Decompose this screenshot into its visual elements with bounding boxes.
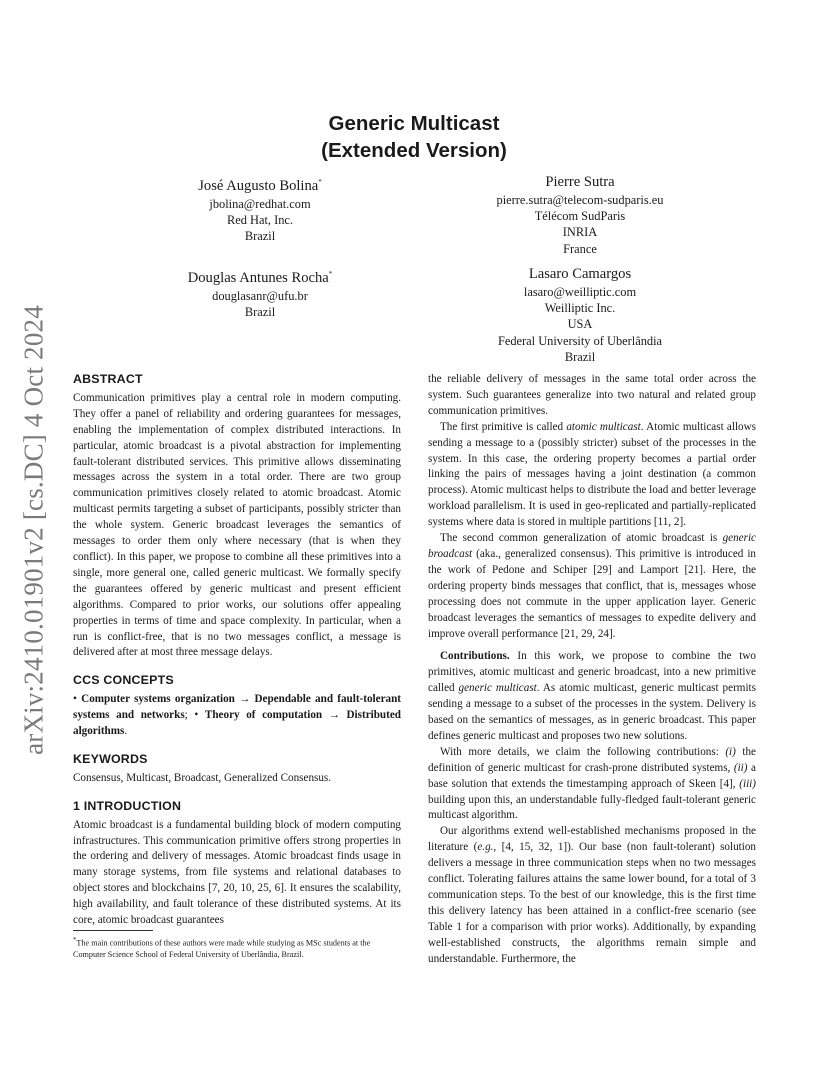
author-email: pierre.sutra@telecom-sudparis.eu bbox=[496, 193, 664, 207]
left-column bbox=[73, 372, 401, 929]
author-affiliation: INRIA bbox=[562, 225, 598, 240]
author-affiliation: Télécom SudParis bbox=[534, 209, 626, 224]
title-line-2: (Extended Version) bbox=[321, 139, 507, 162]
author-email: jbolina@redhat.com bbox=[209, 196, 311, 211]
paper-title bbox=[0, 110, 828, 164]
author-affiliation: Brazil bbox=[244, 229, 276, 244]
intro-paragraph-2: The first primitive is called atomic multicast. Atomic multicast allows sending a message to a (possibly stricter) subset of the processes in the system. In this case, the ordering property becomes a partial order linking the pairs of messages having a joint destination (a common process). Atomic multicast helps to distribute the load and better leverage workload parallelism. It is used in geo-replicated and partially-replicated systems where data is stored in multiple partitions [11, 2]. bbox=[428, 420, 757, 529]
author-affiliation: USA bbox=[567, 317, 593, 332]
contributions-paragraph: Contributions. In this work, we propose to combine the two primitives, atomic multicast and generic broadcast, into a new primitive called generic multicast. As atomic multicast, generic multicast permits sending a message to a subset of the processes in the system. Delivery is based on the semantics of messages, as in generic broadcast. This paper defines generic multicast and proposes two new solutions. bbox=[428, 650, 756, 742]
author-affiliation: Federal University of Uberlândia bbox=[497, 333, 663, 348]
arxiv-id: arXiv:2410.01901v2 [cs.DC] 4 Oct 2024 bbox=[18, 305, 49, 755]
right-column bbox=[428, 372, 756, 968]
author-block-4 bbox=[450, 265, 710, 365]
author-name: Lasaro Camargos bbox=[528, 266, 632, 282]
author-block-3 bbox=[130, 265, 390, 320]
keywords-heading: KEYWORDS bbox=[73, 751, 148, 766]
author-block-2 bbox=[450, 173, 710, 257]
algorithms-paragraph: Our algorithms extend well-established mechanisms proposed in the literature (e.g., [4, 15, 32, 1]). Our base (non fault-tolerant) solution delivers a message in three communication steps when no two messages conflict. Tolerating failures attains the same lower bound, for a total of 3 communication steps. To the best of our knowledge, this is the first time this delivery latency has been attained in a conflict-free scenario (see Table 1 for a comparison with prior works). Additionally, by expanding well-established constructs, the algorithms remain simple and understandable. Furthermore, the bbox=[428, 825, 756, 965]
abstract-text: Communication primitives play a central role in modern computing. They offer a panel of reliability and ordering guarantees for messages, enabling the implementation of complex distributed interactions. In particular, atomic broadcast is a pivotal abstraction for implementing fault-tolerant distributed services. This primitive allows disseminating messages across the system in a total order. There are two group communication primitives closely related to atomic broadcast. Atomic multicast permits targeting a subset of participants, possibly stricter than the whole system. Generic broadcast leverages the semantics of messages to order them only where necessary (that is when they conflict). In this paper, we propose to combine all these primitives into a single, more general one, called generic multicast. We formally specify the guarantees offered by generic multicast and present efficient algorithms. Compared to prior works, our solutions offer appealing properties in terms of time and space complexity. In particular, when a run is conflict-free, that is no two messages conflict, a message is delivered after at most three message delays. bbox=[73, 391, 401, 659]
keywords-text: Consensus, Multicast, Broadcast, Generalized Consensus. bbox=[73, 771, 332, 784]
contributions-list-paragraph: With more details, we claim the following contributions: (i) the definition of generic multicast for crash-prone distributed systems, (ii) a base solution that extends the timestamping approach of Skeen [4], (iii) building upon this, an understandable fully-fledged fault-tolerant generic multicast algorithm. bbox=[428, 745, 756, 822]
author-block-1 bbox=[130, 173, 390, 244]
intro-paragraph-3: The second common generalization of atomic broadcast is generic broadcast (aka., generalized consensus). This primitive is introduced in the work of Pedone and Schiper [29] and Lamport [21]. Here, the ordering property binds messages that conflict, that is, messages whose processing does not commute in the upper application layer. Generic broadcast leverages the semantics of messages to expedite delivery and improve overall performance [21, 29, 24]. bbox=[428, 532, 756, 640]
author-name: Douglas Antunes Rocha* bbox=[187, 269, 333, 286]
author-affiliation: France bbox=[563, 241, 597, 256]
author-affiliation: Brazil bbox=[564, 349, 596, 364]
footnote bbox=[73, 930, 401, 960]
author-affiliation: Weilliptic Inc. bbox=[544, 301, 616, 316]
author-affiliation: Red Hat, Inc. bbox=[226, 213, 294, 228]
ccs-concepts: • Computer systems organization → Dependable and fault-tolerant systems and networks; • Theory of computation → Distributed algorithms. bbox=[73, 693, 401, 738]
author-name: José Augusto Bolina* bbox=[198, 177, 322, 194]
author-email: lasaro@weilliptic.com bbox=[523, 285, 637, 299]
ccs-heading: CCS CONCEPTS bbox=[73, 673, 174, 688]
arxiv-identifier-sidebar bbox=[14, 300, 54, 760]
footnote-mark: * bbox=[73, 937, 77, 944]
footnote-rule bbox=[73, 930, 153, 931]
footnote-text: The main contributions of these authors were made while studying as MSc students at the Computer Science School of Federal University of Uberlândia, Brazil. bbox=[73, 938, 371, 959]
abstract-heading: ABSTRACT bbox=[73, 372, 143, 386]
introduction-heading: 1 INTRODUCTION bbox=[73, 798, 182, 813]
author-name: Pierre Sutra bbox=[545, 174, 615, 190]
intro-paragraph-1-continued: the reliable delivery of messages in the same total order across the system. Such guarantees generalize into two natural and related group communication primitives. bbox=[428, 373, 756, 417]
title-line-1: Generic Multicast bbox=[328, 112, 500, 135]
contributions-label: Contributions. bbox=[440, 650, 510, 663]
author-email: douglasanr@ufu.br bbox=[212, 288, 308, 303]
author-affiliation: Brazil bbox=[244, 305, 276, 320]
intro-paragraph-1: Atomic broadcast is a fundamental building block of modern computing infrastructures. This communication primitive offers strong properties in the ordering and delivery of messages. Atomic broadcast finds usage in many storage systems, from file systems and relational databases to object stores and blockchains [7, 20, 10, 25, 6]. It ensures the scalability, high availability, and fault tolerance of these distributed systems. At its core, atomic broadcast guarantees bbox=[73, 818, 401, 927]
